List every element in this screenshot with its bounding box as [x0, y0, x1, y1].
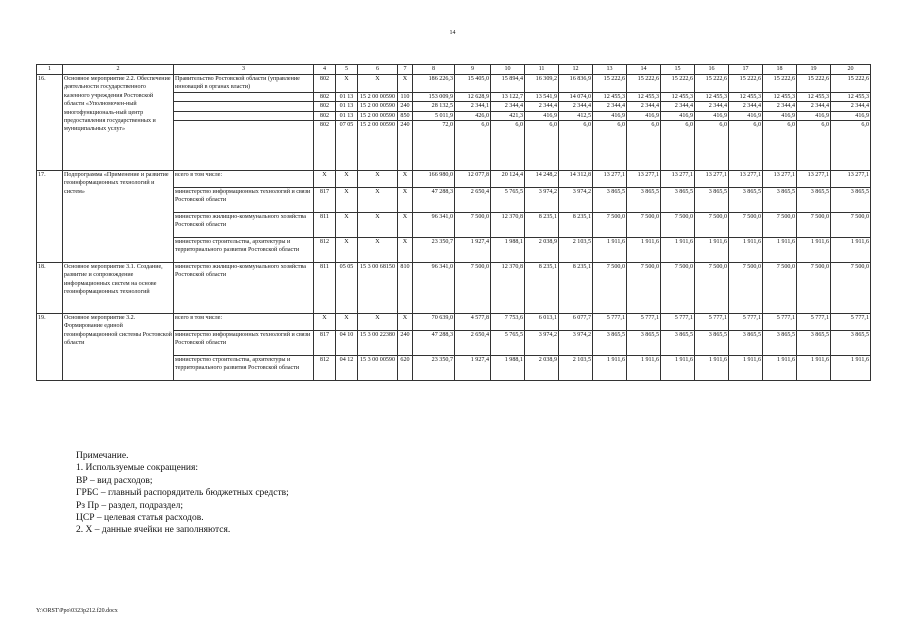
amount-cell: 1 911,6 — [729, 238, 763, 263]
activity-name: Подпрограмма «Применение и развитие геоинформационных технологий и систем» — [63, 171, 174, 263]
amount-cell: 2 650,4 — [455, 331, 491, 356]
amount-cell: 5 777,1 — [627, 314, 661, 331]
rzpr-cell: Х — [336, 213, 358, 238]
header-cell: 16 — [695, 65, 729, 75]
amount-cell: 15 222,6 — [593, 75, 627, 93]
amount-cell: 23 350,7 — [413, 238, 455, 263]
file-path: Y:\ORST\Ppo\0323p212.f20.docx — [36, 608, 118, 614]
row-number: 17. — [37, 171, 63, 263]
header-cell: 13 — [593, 65, 627, 75]
executor-cell: всего в том числе: — [174, 314, 314, 331]
amount-cell: 15 894,4 — [491, 75, 525, 93]
amount-cell: 3 865,5 — [763, 331, 797, 356]
amount-cell: 70 639,0 — [413, 314, 455, 331]
grbs-cell: 817 — [314, 331, 336, 356]
table-row — [37, 314, 871, 331]
amount-cell: 3 974,2 — [559, 331, 593, 356]
amount-cell: 412,5 — [559, 111, 593, 120]
amount-cell: 15 222,6 — [831, 75, 871, 93]
amount-cell: 3 865,5 — [593, 331, 627, 356]
grbs-cell: 812 — [314, 238, 336, 263]
header-cell: 2 — [63, 65, 174, 75]
amount-cell: 3 865,5 — [627, 331, 661, 356]
header-cell: 7 — [398, 65, 413, 75]
amount-cell: 13 277,1 — [763, 171, 797, 188]
amount-cell: 3 865,5 — [695, 331, 729, 356]
amount-cell: 1 927,4 — [455, 238, 491, 263]
csr-cell: 15 2 00 00590 — [358, 92, 398, 101]
amount-cell: 3 974,2 — [559, 188, 593, 213]
table-row — [37, 75, 871, 93]
amount-cell: 47 288,3 — [413, 331, 455, 356]
grbs-cell: 802 — [314, 92, 336, 101]
amount-cell: 416,9 — [763, 111, 797, 120]
amount-cell: 2 103,5 — [559, 238, 593, 263]
grbs-cell: 812 — [314, 356, 336, 381]
executor-cell: министерство информационных технологий и связи Ростовской области — [174, 331, 314, 356]
grbs-cell: 802 — [314, 111, 336, 120]
grbs-cell: Х — [314, 314, 336, 331]
amount-cell: 3 865,5 — [729, 188, 763, 213]
amount-cell: 1 911,6 — [729, 356, 763, 381]
grbs-cell: 802 — [314, 75, 336, 93]
vr-cell: Х — [398, 213, 413, 238]
csr-cell: Х — [358, 188, 398, 213]
amount-cell: 8 235,1 — [559, 213, 593, 238]
amount-cell: 7 500,0 — [593, 263, 627, 314]
amount-cell: 96 341,0 — [413, 213, 455, 238]
grbs-cell: Х — [314, 171, 336, 188]
header-cell: 9 — [455, 65, 491, 75]
executor-cell — [174, 121, 314, 171]
csr-cell: 15 3 00 00590 — [358, 356, 398, 381]
table-row — [37, 263, 871, 314]
amount-cell: 5 777,1 — [797, 314, 831, 331]
amount-cell: 3 865,5 — [831, 188, 871, 213]
rzpr-cell: 05 05 — [336, 263, 358, 314]
amount-cell: 20 124,4 — [491, 171, 525, 188]
amount-cell: 7 500,0 — [797, 263, 831, 314]
vr-cell: 240 — [398, 102, 413, 111]
amount-cell: 14 248,2 — [525, 171, 559, 188]
amount-cell: 3 865,5 — [661, 331, 695, 356]
page-number: 14 — [449, 30, 456, 36]
amount-cell: 166 980,0 — [413, 171, 455, 188]
amount-cell: 7 500,0 — [797, 213, 831, 238]
amount-cell: 12 077,8 — [455, 171, 491, 188]
amount-cell: 6,0 — [831, 121, 871, 171]
note-line: 1. Используемые сокращения: — [76, 463, 198, 474]
executor-cell — [174, 102, 314, 111]
amount-cell: 5 777,1 — [661, 314, 695, 331]
amount-cell: 153 009,9 — [413, 92, 455, 101]
grbs-cell: 802 — [314, 102, 336, 111]
amount-cell: 6,0 — [559, 121, 593, 171]
amount-cell: 7 753,6 — [491, 314, 525, 331]
rzpr-cell: Х — [336, 171, 358, 188]
amount-cell: 6,0 — [763, 121, 797, 171]
amount-cell: 13 277,1 — [695, 171, 729, 188]
amount-cell: 426,0 — [455, 111, 491, 120]
amount-cell: 3 865,5 — [797, 331, 831, 356]
grbs-cell: 811 — [314, 213, 336, 238]
amount-cell: 2 344,1 — [455, 102, 491, 111]
executor-cell — [174, 111, 314, 120]
vr-cell: 620 — [398, 356, 413, 381]
amount-cell: 5 777,1 — [695, 314, 729, 331]
vr-cell: 110 — [398, 92, 413, 101]
amount-cell: 15 405,0 — [455, 75, 491, 93]
amount-cell: 2 344,4 — [695, 102, 729, 111]
amount-cell: 6,0 — [797, 121, 831, 171]
amount-cell: 6,0 — [455, 121, 491, 171]
note-line: ЦСР – целевая статья расходов. — [76, 513, 204, 524]
amount-cell: 7 500,0 — [763, 213, 797, 238]
amount-cell: 7 500,0 — [661, 263, 695, 314]
amount-cell: 12 455,3 — [729, 92, 763, 101]
csr-cell: Х — [358, 238, 398, 263]
vr-cell: Х — [398, 314, 413, 331]
amount-cell: 1 911,6 — [695, 356, 729, 381]
amount-cell: 2 038,9 — [525, 356, 559, 381]
notes-block — [76, 450, 289, 537]
amount-cell: 2 344,4 — [797, 102, 831, 111]
amount-cell: 416,9 — [729, 111, 763, 120]
header-cell: 17 — [729, 65, 763, 75]
amount-cell: 5 777,1 — [763, 314, 797, 331]
vr-cell: Х — [398, 75, 413, 93]
csr-cell: 15 2 00 00590 — [358, 111, 398, 120]
amount-cell: 2 650,4 — [455, 188, 491, 213]
amount-cell: 416,9 — [627, 111, 661, 120]
amount-cell: 28 132,5 — [413, 102, 455, 111]
rzpr-cell: 07 05 — [336, 121, 358, 171]
header-cell: 6 — [358, 65, 398, 75]
amount-cell: 5 765,5 — [491, 188, 525, 213]
header-cell: 8 — [413, 65, 455, 75]
header-cell: 3 — [174, 65, 314, 75]
amount-cell: 15 222,6 — [695, 75, 729, 93]
amount-cell: 7 500,0 — [729, 213, 763, 238]
amount-cell: 12 455,3 — [831, 92, 871, 101]
amount-cell: 6,0 — [491, 121, 525, 171]
amount-cell: 23 350,7 — [413, 356, 455, 381]
amount-cell: 1 927,4 — [455, 356, 491, 381]
amount-cell: 6,0 — [525, 121, 559, 171]
header-cell: 12 — [559, 65, 593, 75]
rzpr-cell: 04 12 — [336, 356, 358, 381]
amount-cell: 2 103,5 — [559, 356, 593, 381]
amount-cell: 5 777,1 — [593, 314, 627, 331]
amount-cell: 5 777,1 — [729, 314, 763, 331]
amount-cell: 7 500,0 — [763, 263, 797, 314]
amount-cell: 12 628,9 — [455, 92, 491, 101]
amount-cell: 7 500,0 — [729, 263, 763, 314]
header-cell: 19 — [797, 65, 831, 75]
csr-cell: 15 3 00 22380 — [358, 331, 398, 356]
amount-cell: 72,0 — [413, 121, 455, 171]
header-cell: 18 — [763, 65, 797, 75]
amount-cell: 2 344,4 — [831, 102, 871, 111]
activity-name: Основное мероприятие 2.2. Обеспечение деятельности государственного казенного учреждения Ростовской области «Уполномочен-ный многофункциональ-ный центр предоставления государственных и муниципальных услуг» — [63, 75, 174, 171]
amount-cell: 13 277,1 — [593, 171, 627, 188]
rzpr-cell: 01 13 — [336, 102, 358, 111]
amount-cell: 7 500,0 — [831, 263, 871, 314]
header-cell: 5 — [336, 65, 358, 75]
amount-cell: 1 911,6 — [763, 356, 797, 381]
amount-cell: 3 865,5 — [763, 188, 797, 213]
amount-cell: 13 122,7 — [491, 92, 525, 101]
amount-cell: 416,9 — [695, 111, 729, 120]
amount-cell: 7 500,0 — [627, 213, 661, 238]
amount-cell: 416,9 — [831, 111, 871, 120]
amount-cell: 1 911,6 — [627, 238, 661, 263]
csr-cell: Х — [358, 171, 398, 188]
row-number: 16. — [37, 75, 63, 171]
header-cell: 11 — [525, 65, 559, 75]
amount-cell: 12 455,3 — [797, 92, 831, 101]
amount-cell: 8 235,1 — [559, 263, 593, 314]
executor-cell: министерство жилищно-коммунального хозяйства Ростовской области — [174, 263, 314, 314]
executor-cell — [174, 92, 314, 101]
amount-cell: 6 013,1 — [525, 314, 559, 331]
amount-cell: 7 500,0 — [661, 213, 695, 238]
rzpr-cell: 01 13 — [336, 111, 358, 120]
amount-cell: 13 277,1 — [797, 171, 831, 188]
amount-cell: 2 344,4 — [627, 102, 661, 111]
amount-cell: 1 911,6 — [797, 238, 831, 263]
amount-cell: 15 222,6 — [797, 75, 831, 93]
amount-cell: 14 312,8 — [559, 171, 593, 188]
amount-cell: 2 344,4 — [729, 102, 763, 111]
amount-cell: 1 911,6 — [831, 238, 871, 263]
amount-cell: 16 836,9 — [559, 75, 593, 93]
header-row — [37, 65, 871, 75]
amount-cell: 1 911,6 — [695, 238, 729, 263]
amount-cell: 5 765,5 — [491, 331, 525, 356]
amount-cell: 13 277,1 — [831, 171, 871, 188]
amount-cell: 7 500,0 — [593, 213, 627, 238]
rzpr-cell: Х — [336, 314, 358, 331]
header-cell: 15 — [661, 65, 695, 75]
amount-cell: 6 077,7 — [559, 314, 593, 331]
amount-cell: 6,0 — [593, 121, 627, 171]
amount-cell: 3 865,5 — [797, 188, 831, 213]
amount-cell: 1 911,6 — [661, 238, 695, 263]
csr-cell: Х — [358, 314, 398, 331]
amount-cell: 7 500,0 — [627, 263, 661, 314]
vr-cell: 850 — [398, 111, 413, 120]
rzpr-cell: 04 10 — [336, 331, 358, 356]
amount-cell: 12 455,3 — [763, 92, 797, 101]
note-line: Примечание. — [76, 451, 129, 461]
amount-cell: 1 988,1 — [491, 356, 525, 381]
executor-cell: всего в том числе: — [174, 171, 314, 188]
amount-cell: 3 865,5 — [831, 331, 871, 356]
header-cell: 4 — [314, 65, 336, 75]
amount-cell: 1 911,6 — [593, 356, 627, 381]
amount-cell: 8 235,1 — [525, 263, 559, 314]
amount-cell: 2 344,4 — [491, 102, 525, 111]
vr-cell: Х — [398, 188, 413, 213]
amount-cell: 3 974,2 — [525, 188, 559, 213]
amount-cell: 16 309,2 — [525, 75, 559, 93]
amount-cell: 6,0 — [627, 121, 661, 171]
amount-cell: 5 777,1 — [831, 314, 871, 331]
amount-cell: 12 455,3 — [593, 92, 627, 101]
csr-cell: Х — [358, 75, 398, 93]
grbs-cell: 802 — [314, 121, 336, 171]
amount-cell: 12 370,8 — [491, 213, 525, 238]
csr-cell: 15 2 00 00590 — [358, 121, 398, 171]
note-line: Рз Пр – раздел, подраздел; — [76, 500, 183, 511]
header-cell: 10 — [491, 65, 525, 75]
note-line: ВР – вид расходов; — [76, 475, 153, 486]
amount-cell: 6,0 — [661, 121, 695, 171]
rzpr-cell: Х — [336, 238, 358, 263]
note-line: ГРБС – главный распорядитель бюджетных средств; — [76, 488, 289, 499]
csr-cell: 15 3 00 68150 — [358, 263, 398, 314]
amount-cell: 12 370,8 — [491, 263, 525, 314]
amount-cell: 12 455,3 — [627, 92, 661, 101]
amount-cell: 1 911,6 — [763, 238, 797, 263]
activity-name: Основное мероприятие 3.2. Формирование единой геоинформационной системы Ростовской области — [63, 314, 174, 381]
amount-cell: 13 541,9 — [525, 92, 559, 101]
amount-cell: 416,9 — [525, 111, 559, 120]
amount-cell: 416,9 — [593, 111, 627, 120]
amount-cell: 12 455,3 — [695, 92, 729, 101]
amount-cell: 3 865,5 — [729, 331, 763, 356]
amount-cell: 6,0 — [729, 121, 763, 171]
executor-cell: министерство строительства, архитектуры и территориального развития Ростовской области — [174, 356, 314, 381]
amount-cell: 7 500,0 — [695, 213, 729, 238]
header-cell: 14 — [627, 65, 661, 75]
amount-cell: 1 911,6 — [797, 356, 831, 381]
row-number: 18. — [37, 263, 63, 314]
grbs-cell: 811 — [314, 263, 336, 314]
amount-cell: 13 277,1 — [627, 171, 661, 188]
amount-cell: 416,9 — [797, 111, 831, 120]
amount-cell: 7 500,0 — [455, 263, 491, 314]
amount-cell: 15 222,6 — [627, 75, 661, 93]
vr-cell: 810 — [398, 263, 413, 314]
amount-cell: 421,3 — [491, 111, 525, 120]
amount-cell: 7 500,0 — [831, 213, 871, 238]
header-cell: 1 — [37, 65, 63, 75]
amount-cell: 2 344,4 — [525, 102, 559, 111]
grbs-cell: 817 — [314, 188, 336, 213]
rzpr-cell: Х — [336, 188, 358, 213]
amount-cell: 4 577,8 — [455, 314, 491, 331]
executor-cell: Правительство Ростовской области (управление инноваций в органах власти) — [174, 75, 314, 93]
vr-cell: Х — [398, 171, 413, 188]
amount-cell: 3 974,2 — [525, 331, 559, 356]
amount-cell: 2 344,4 — [661, 102, 695, 111]
row-number: 19. — [37, 314, 63, 381]
amount-cell: 12 455,3 — [661, 92, 695, 101]
rzpr-cell: 01 13 — [336, 92, 358, 101]
vr-cell: Х — [398, 238, 413, 263]
table-row — [37, 171, 871, 188]
amount-cell: 1 911,6 — [831, 356, 871, 381]
rzpr-cell: Х — [336, 75, 358, 93]
activity-name: Основное мероприятие 3.1. Создание, развитие и сопровождение информационных систем на основе геоинформационных технологий — [63, 263, 174, 314]
vr-cell: 240 — [398, 121, 413, 171]
amount-cell: 1 988,1 — [491, 238, 525, 263]
amount-cell: 1 911,6 — [627, 356, 661, 381]
amount-cell: 6,0 — [695, 121, 729, 171]
amount-cell: 47 288,3 — [413, 188, 455, 213]
amount-cell: 7 500,0 — [455, 213, 491, 238]
csr-cell: Х — [358, 213, 398, 238]
amount-cell: 7 500,0 — [695, 263, 729, 314]
amount-cell: 1 911,6 — [661, 356, 695, 381]
vr-cell: 240 — [398, 331, 413, 356]
executor-cell: министерство жилищно-коммунального хозяйства Ростовской области — [174, 213, 314, 238]
amount-cell: 2 344,4 — [559, 102, 593, 111]
amount-cell: 416,9 — [661, 111, 695, 120]
amount-cell: 2 344,4 — [593, 102, 627, 111]
amount-cell: 3 865,5 — [695, 188, 729, 213]
amount-cell: 3 865,5 — [593, 188, 627, 213]
budget-table — [36, 64, 871, 381]
executor-cell: министерство информационных технологий и связи Ростовской области — [174, 188, 314, 213]
amount-cell: 3 865,5 — [661, 188, 695, 213]
header-cell: 20 — [831, 65, 871, 75]
amount-cell: 5 011,9 — [413, 111, 455, 120]
amount-cell: 3 865,5 — [627, 188, 661, 213]
amount-cell: 2 038,9 — [525, 238, 559, 263]
note-line: 2. Х – данные ячейки не заполняются. — [76, 525, 231, 536]
amount-cell: 96 341,0 — [413, 263, 455, 314]
amount-cell: 15 222,6 — [763, 75, 797, 93]
amount-cell: 15 222,6 — [661, 75, 695, 93]
amount-cell: 8 235,1 — [525, 213, 559, 238]
amount-cell: 1 911,6 — [593, 238, 627, 263]
amount-cell: 14 074,0 — [559, 92, 593, 101]
amount-cell: 13 277,1 — [661, 171, 695, 188]
amount-cell: 13 277,1 — [729, 171, 763, 188]
amount-cell: 186 226,3 — [413, 75, 455, 93]
executor-cell: министерство строительства, архитектуры и территориального развития Ростовской области — [174, 238, 314, 263]
amount-cell: 15 222,6 — [729, 75, 763, 93]
amount-cell: 2 344,4 — [763, 102, 797, 111]
csr-cell: 15 2 00 00590 — [358, 102, 398, 111]
